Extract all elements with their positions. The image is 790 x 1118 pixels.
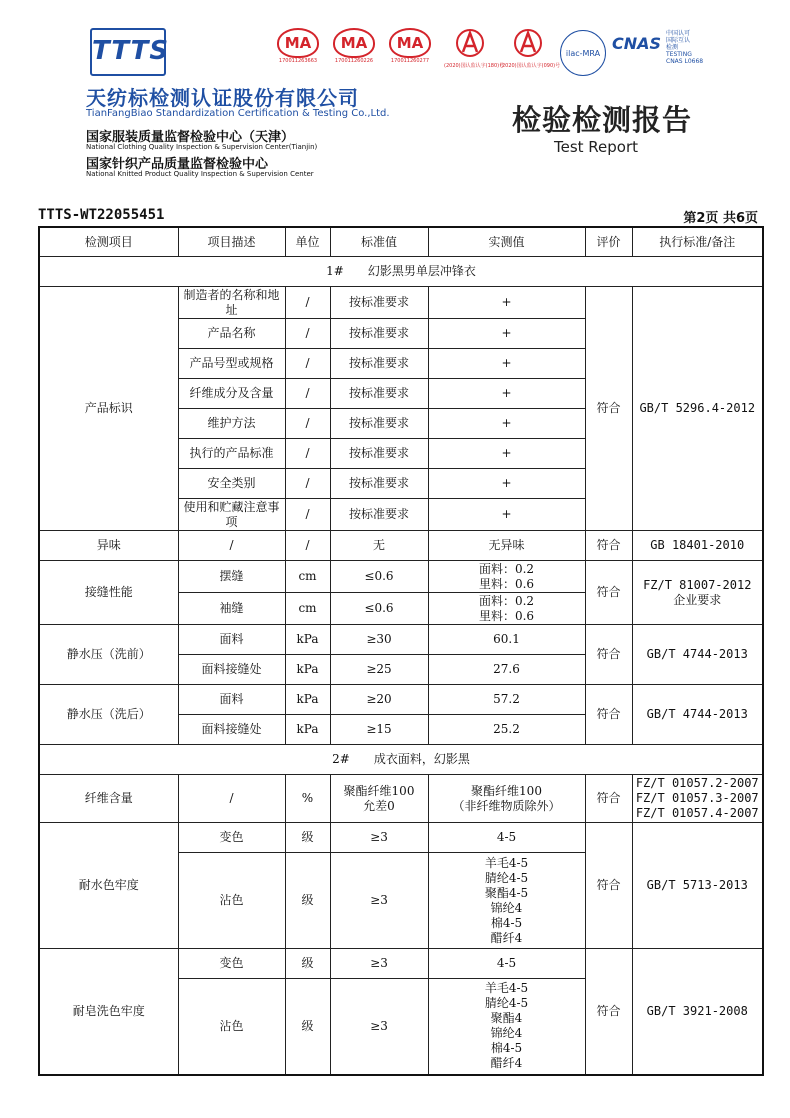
- item-desc: 变色: [178, 949, 285, 979]
- standard-line: FZ/T 01057.2-2007: [635, 776, 759, 790]
- section-row: [39, 257, 763, 287]
- unit: /: [285, 531, 330, 561]
- page-info: 第2页 共6页: [683, 211, 758, 226]
- table-header-row: [39, 227, 763, 257]
- measured-line: 聚酯4-5: [484, 885, 529, 900]
- unit: 级: [285, 823, 330, 853]
- unit: cm: [285, 561, 330, 593]
- item-desc: 面料: [178, 685, 285, 715]
- cnas-side-text: 中国认可 国际互认 检测 TESTING CNAS L0668: [666, 30, 704, 65]
- exec-standard: GB 18401-2010: [632, 531, 763, 561]
- standard-value: ≥3: [330, 979, 428, 1075]
- unit: 级: [285, 949, 330, 979]
- unit: /: [285, 319, 330, 349]
- center1-name-cn: 国家服装质量监督检验中心（天津）: [86, 130, 295, 145]
- standard-value: ≥25: [330, 655, 428, 685]
- test-item: 异味: [39, 531, 178, 561]
- measured-line: 醋纤4: [490, 1056, 523, 1071]
- measured-line: 醋纤4: [490, 930, 523, 945]
- measured-value: +: [428, 439, 585, 469]
- item-desc: 摆缝: [178, 561, 285, 593]
- table-row: [39, 823, 763, 853]
- company-logo: [90, 28, 170, 76]
- cert-code: 170011263663: [278, 58, 318, 64]
- measured-value: +: [428, 499, 585, 531]
- measured-line: 棉4-5: [490, 915, 523, 930]
- cma-seal-3: [384, 28, 436, 72]
- item-desc: 使用和贮藏注意事项: [178, 499, 285, 531]
- measured-line: 里料：0.6: [478, 608, 535, 623]
- standard-line: FZ/T 01057.4-2007: [635, 806, 759, 820]
- measured-value: [428, 979, 585, 1075]
- section-row: [39, 745, 763, 775]
- standard-value: ≥15: [330, 715, 428, 745]
- measured-value: 57.2: [428, 685, 585, 715]
- item-desc: 沾色: [178, 853, 285, 949]
- exec-standard: GB/T 5296.4-2012: [632, 287, 763, 531]
- report-title-cn: 检验检测报告: [512, 103, 693, 137]
- exec-standard: GB/T 5713-2013: [632, 823, 763, 949]
- company-name-en: TianFangBiao Standardization Certification & Testing Co.,Ltd.: [86, 108, 390, 119]
- item-desc: 产品名称: [178, 319, 285, 349]
- unit: /: [285, 379, 330, 409]
- col-header: 单位: [285, 227, 330, 257]
- unit: /: [285, 439, 330, 469]
- col-header: 执行标准/备注: [632, 227, 763, 257]
- report-title-en: Test Report: [554, 138, 639, 156]
- unit: kPa: [285, 625, 330, 655]
- cma-mark-icon: MA: [277, 28, 319, 58]
- measured-line: （非纤维物质除外）: [452, 798, 561, 813]
- table-row: [39, 685, 763, 715]
- item-desc: 面料接缝处: [178, 715, 285, 745]
- unit: /: [285, 287, 330, 319]
- measured-value: +: [428, 379, 585, 409]
- measured-value: [428, 775, 585, 823]
- test-item: 静水压（洗后）: [39, 685, 178, 745]
- center2-name-cn: 国家针织产品质量监督检验中心: [86, 157, 269, 172]
- cma-seal-1: [272, 28, 324, 72]
- col-header: 评价: [585, 227, 632, 257]
- standard-value: 按标准要求: [330, 379, 428, 409]
- measured-value: +: [428, 469, 585, 499]
- standard-line: 聚酯纤维100: [343, 783, 415, 798]
- table-row: [39, 775, 763, 823]
- item-desc: 安全类别: [178, 469, 285, 499]
- standard-value: 按标准要求: [330, 439, 428, 469]
- test-item: 接缝性能: [39, 561, 178, 625]
- standard-value: 按标准要求: [330, 409, 428, 439]
- exec-standard: [632, 561, 763, 625]
- measured-value: [428, 853, 585, 949]
- cma-mark-icon: MA: [333, 28, 375, 58]
- ilac-mra-logo: ilac-MRA: [560, 30, 606, 76]
- standard-value: ≤0.6: [330, 593, 428, 625]
- item-desc: /: [178, 531, 285, 561]
- table-row: [39, 625, 763, 655]
- item-desc: 面料接缝处: [178, 655, 285, 685]
- measured-value: +: [428, 349, 585, 379]
- standard-value: [330, 775, 428, 823]
- cma-seal-2: [328, 28, 380, 72]
- measured-value: 60.1: [428, 625, 585, 655]
- col-header: 实测值: [428, 227, 585, 257]
- measured-value: +: [428, 409, 585, 439]
- unit: %: [285, 775, 330, 823]
- measured-line: 羊毛4-5: [484, 981, 529, 996]
- measured-value: 4-5: [428, 823, 585, 853]
- col-header: 标准值: [330, 227, 428, 257]
- measured-value: 4-5: [428, 949, 585, 979]
- item-desc: 面料: [178, 625, 285, 655]
- evaluation: 符合: [585, 823, 632, 949]
- unit: /: [285, 409, 330, 439]
- measured-line: 里料：0.6: [478, 576, 535, 591]
- unit: /: [285, 349, 330, 379]
- standard-value: 按标准要求: [330, 499, 428, 531]
- measured-line: 面料：0.2: [478, 593, 535, 608]
- cert-code: 170011260277: [390, 58, 430, 64]
- item-desc: /: [178, 775, 285, 823]
- unit: kPa: [285, 685, 330, 715]
- evaluation: 符合: [585, 287, 632, 531]
- item-desc: 袖缝: [178, 593, 285, 625]
- standard-value: 按标准要求: [330, 287, 428, 319]
- report-number: TTTS-WT22055451: [38, 207, 165, 223]
- logo-text: TTTS: [92, 36, 170, 66]
- center2-name-en: National Knitted Product Quality Inspection & Supervision Center: [86, 170, 314, 178]
- standard-line: FZ/T 01057.3-2007: [635, 791, 759, 805]
- measured-line: 腈纶4-5: [484, 996, 529, 1011]
- measured-line: 聚酯4: [490, 1011, 523, 1026]
- cert-code: 170011260226: [334, 58, 374, 64]
- standard-value: ≥20: [330, 685, 428, 715]
- unit: kPa: [285, 655, 330, 685]
- unit: kPa: [285, 715, 330, 745]
- standard-value: 无: [330, 531, 428, 561]
- test-item: 纤维含量: [39, 775, 178, 823]
- item-desc: 变色: [178, 823, 285, 853]
- table-row: [39, 949, 763, 979]
- test-item: 耐皂洗色牢度: [39, 949, 178, 1075]
- standard-value: 按标准要求: [330, 349, 428, 379]
- standard-value: ≥3: [330, 853, 428, 949]
- evaluation: 符合: [585, 949, 632, 1075]
- measured-value: +: [428, 287, 585, 319]
- report-header: [0, 0, 790, 200]
- cert-code: (2020)国认监认字(090)号: [500, 63, 561, 69]
- evaluation: 符合: [585, 685, 632, 745]
- exec-standard: GB/T 4744-2013: [632, 685, 763, 745]
- cal-mark-icon: [512, 28, 544, 58]
- measured-line: 腈纶4-5: [484, 870, 529, 885]
- unit: /: [285, 469, 330, 499]
- cma-mark-icon: MA: [389, 28, 431, 58]
- standard-value: ≥30: [330, 625, 428, 655]
- measured-value: 27.6: [428, 655, 585, 685]
- measured-value: 无异味: [428, 531, 585, 561]
- measured-line: 棉4-5: [490, 1041, 523, 1056]
- measured-line: 锦纶4: [490, 1026, 523, 1041]
- measured-value: 25.2: [428, 715, 585, 745]
- center1-name-en: National Clothing Quality Inspection & Supervision Center(Tianjin): [86, 143, 318, 151]
- item-desc: 执行的产品标准: [178, 439, 285, 469]
- measured-line: 羊毛4-5: [484, 855, 529, 870]
- standard-value: ≥3: [330, 949, 428, 979]
- evaluation: 符合: [585, 775, 632, 823]
- exec-standard: GB/T 3921-2008: [632, 949, 763, 1075]
- test-results-table: [38, 226, 764, 1076]
- measured-value: [428, 593, 585, 625]
- table-row: [39, 531, 763, 561]
- section-title: 1# 幻影黑男单层冲锋衣: [39, 257, 763, 287]
- evaluation: 符合: [585, 561, 632, 625]
- standard-line: 允差0: [363, 798, 395, 813]
- standard-value: ≤0.6: [330, 561, 428, 593]
- unit: cm: [285, 593, 330, 625]
- table-row: [39, 287, 763, 319]
- unit: 级: [285, 853, 330, 949]
- unit: 级: [285, 979, 330, 1075]
- item-desc: 制造者的名称和地址: [178, 287, 285, 319]
- company-name-cn: 天纺标检测认证股份有限公司: [86, 86, 359, 110]
- section-title: 2# 成衣面料，幻影黑: [39, 745, 763, 775]
- item-desc: 产品号型或规格: [178, 349, 285, 379]
- evaluation: 符合: [585, 625, 632, 685]
- item-desc: 维护方法: [178, 409, 285, 439]
- measured-line: 聚酯纤维100: [471, 783, 542, 798]
- exec-standard: [632, 775, 763, 823]
- cal-seal-2: [500, 28, 561, 72]
- standard-line: FZ/T 81007-2012: [643, 577, 752, 592]
- item-desc: 纤维成分及含量: [178, 379, 285, 409]
- table-row: [39, 561, 763, 593]
- test-item: 耐水色牢度: [39, 823, 178, 949]
- test-item: 静水压（洗前）: [39, 625, 178, 685]
- measured-value: [428, 561, 585, 593]
- item-desc: 沾色: [178, 979, 285, 1075]
- cnas-logo: CNAS: [612, 34, 662, 53]
- col-header: 项目描述: [178, 227, 285, 257]
- cal-mark-icon: [454, 28, 486, 58]
- standard-value: ≥3: [330, 823, 428, 853]
- standard-line: 企业要求: [673, 592, 722, 607]
- measured-value: +: [428, 319, 585, 349]
- unit: /: [285, 499, 330, 531]
- measured-line: 面料：0.2: [478, 561, 535, 576]
- cal-seal-1: [444, 28, 505, 72]
- col-header: 检测项目: [39, 227, 178, 257]
- standard-value: 按标准要求: [330, 469, 428, 499]
- evaluation: 符合: [585, 531, 632, 561]
- exec-standard: GB/T 4744-2013: [632, 625, 763, 685]
- test-item: 产品标识: [39, 287, 178, 531]
- standard-value: 按标准要求: [330, 319, 428, 349]
- measured-line: 锦纶4: [490, 900, 523, 915]
- cert-code: (2020)国认监认字(180)号: [444, 63, 505, 69]
